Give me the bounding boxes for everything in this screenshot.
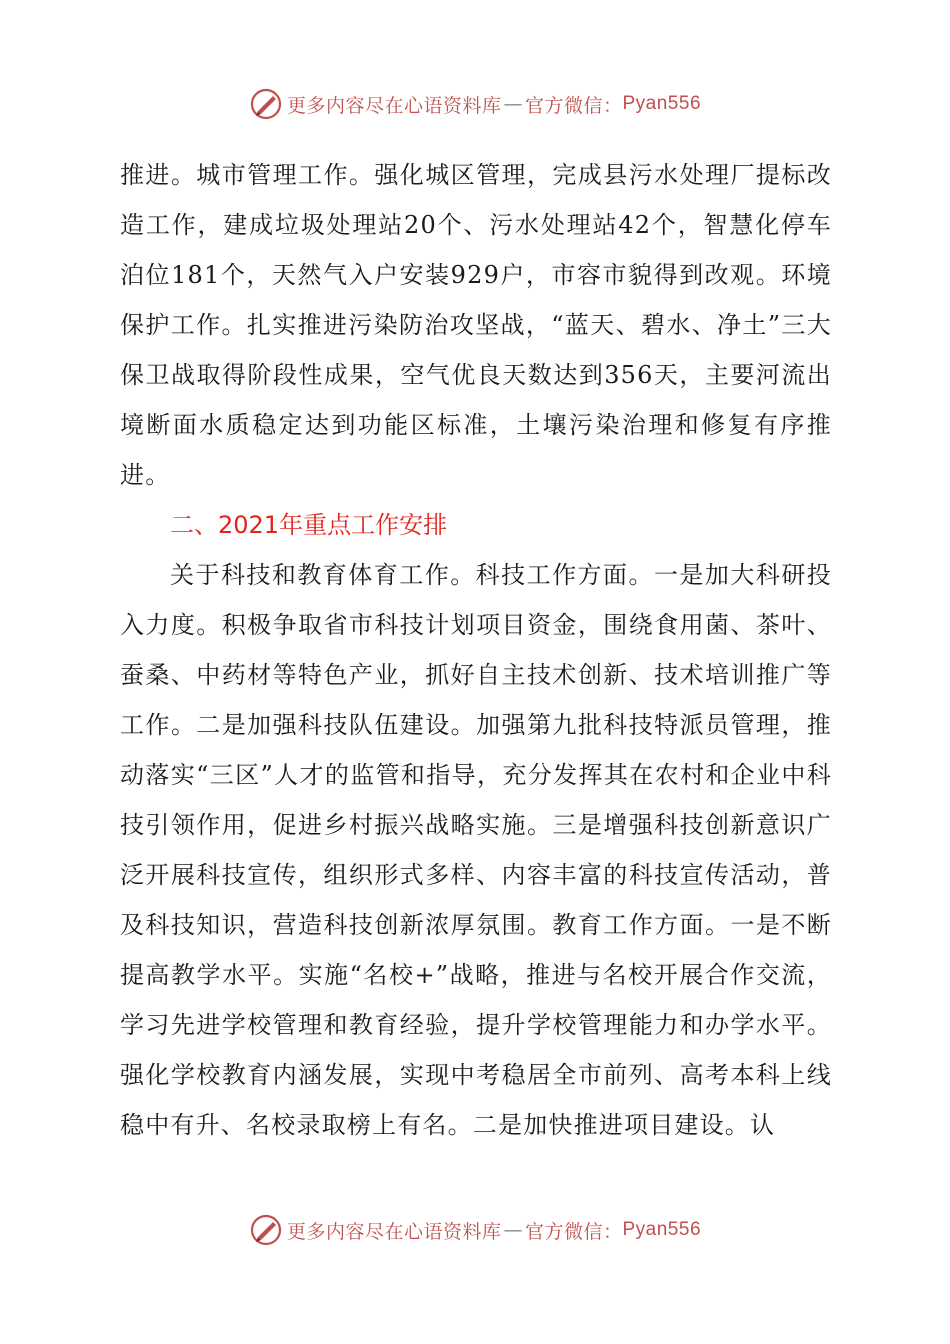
watermark-separator: — bbox=[503, 1219, 523, 1241]
pen-logo-icon bbox=[249, 87, 283, 121]
watermark-wechat-label: 官方微信： bbox=[524, 1220, 623, 1243]
watermark-text: 更多内容尽在心语资料库 bbox=[286, 1220, 502, 1243]
pen-logo-icon bbox=[249, 1213, 283, 1247]
watermark-footer bbox=[0, 1210, 950, 1250]
document-body bbox=[120, 150, 832, 1150]
paragraph-science-education: 关于科技和教育体育工作。科技工作方面。一是加大科研投入力度。积极争取省市科技计划项目资金，围绕食用菌、茶叶、蚕桑、中药材等特色产业，抓好自主技术创新、技术培训推广等工作。二是加强科技队伍建设。加强第九批科技特派员管理，推动落实“三区”人才的监管和指导，充分发挥其在农村和企业中科技引领作用，促进乡村振兴战略实施。三是增强科技创新意识广泛开展科技宣传，组织形式多样、内容丰富的科技宣传活动，普及科技知识，营造科技创新浓厚氛围。教育工作方面。一是不断提高教学水平。实施“名校+”战略，推进与名校开展合作交流，学习先进学校管理和教育经验，提升学校管理能力和办学水平。强化学校教育内涵发展，实现中考稳居全市前列、高考本科上线稳中有升、名校录取榜上有名。二是加快推进项目建设。认 bbox=[120, 561, 832, 1139]
section-heading: 二、2021年重点工作安排 bbox=[170, 511, 448, 539]
watermark-separator: — bbox=[503, 93, 523, 115]
watermark-wechat-label: 官方微信： bbox=[524, 94, 623, 117]
watermark-header bbox=[0, 84, 950, 124]
watermark-wechat-id: Pyan556 bbox=[622, 93, 702, 114]
watermark-text: 更多内容尽在心语资料库 bbox=[286, 94, 502, 117]
watermark-wechat-id: Pyan556 bbox=[622, 1219, 702, 1240]
paragraph-continued: 推进。城市管理工作。强化城区管理，完成县污水处理厂提标改造工作，建成垃圾处理站20个、污水处理站42个，智慧化停车泊位181个，天然气入户安装929户，市容市貌得到改观。环境保护工作。扎实推进污染防治攻坚战，“蓝天、碧水、净土”三大保卫战取得阶段性成果，空气优良天数达到356天，主要河流出境断面水质稳定达到功能区标准，土壤污染治理和修复有序推进。 bbox=[120, 161, 832, 489]
